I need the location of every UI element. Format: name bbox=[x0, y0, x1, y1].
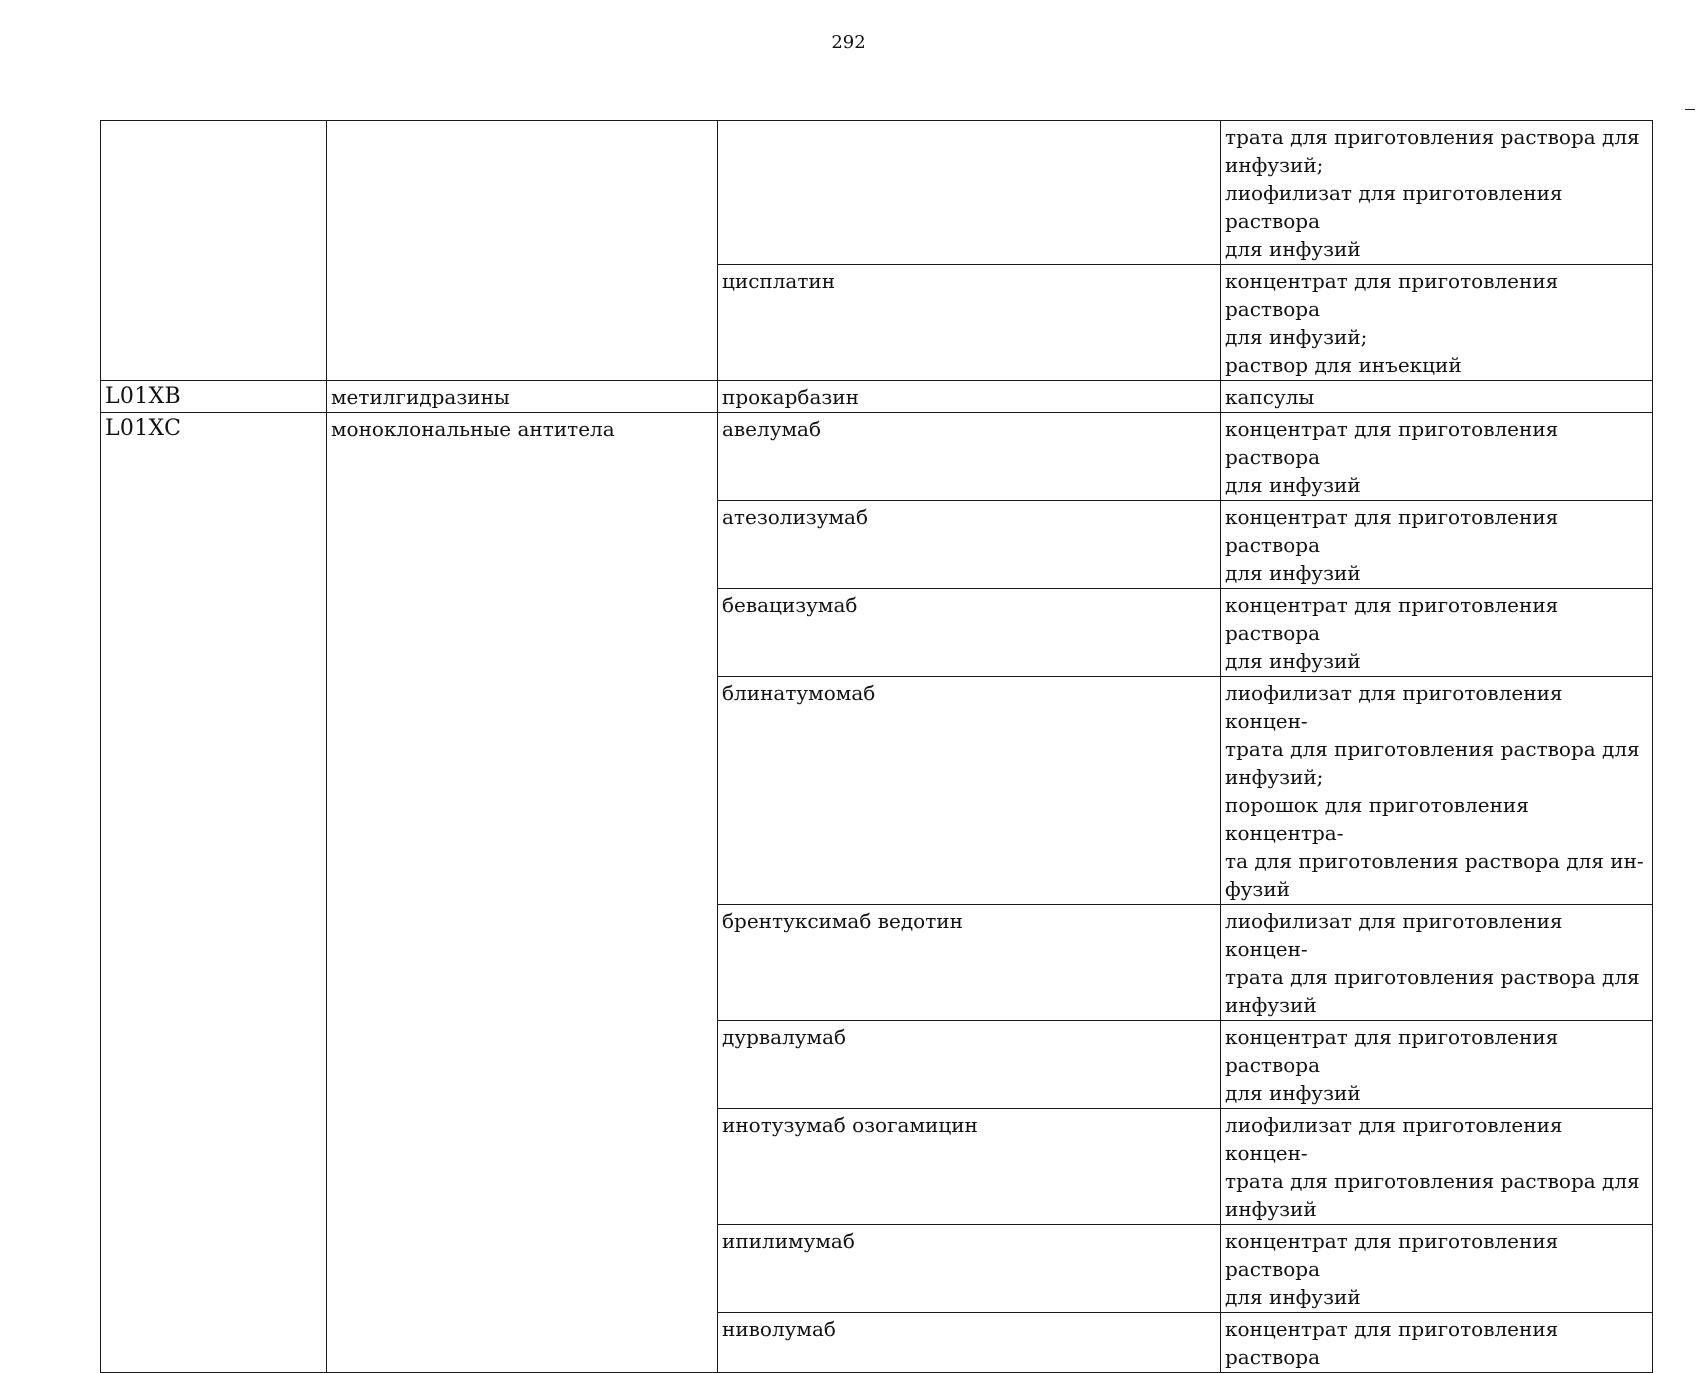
drug-table bbox=[100, 120, 1653, 1373]
drug-name-cell: прокарбазин bbox=[718, 381, 1221, 413]
dosage-form-cell: трата для приготовления раствора для инфузий; лиофилизат для приготовления раствора для инфузий bbox=[1221, 121, 1653, 265]
drug-name-cell bbox=[718, 121, 1221, 265]
drug-name-cell: ниволумаб bbox=[718, 1313, 1221, 1373]
table-row bbox=[101, 413, 1653, 501]
drug-name-cell: инотузумаб озогамицин bbox=[718, 1109, 1221, 1225]
drug-name-cell: ипилимумаб bbox=[718, 1225, 1221, 1313]
drug-name-cell: блинатумомаб bbox=[718, 677, 1221, 905]
dosage-form-cell: концентрат для приготовления раствора для инфузий bbox=[1221, 1021, 1653, 1109]
dosage-form-cell: лиофилизат для приготовления концен- трата для приготовления раствора для инфузий; порошок для приготовления концентра- та для приготовления раствора для ин- фузий bbox=[1221, 677, 1653, 905]
dosage-form-cell: капсулы bbox=[1221, 381, 1653, 413]
dosage-form-cell: лиофилизат для приготовления концен- трата для приготовления раствора для инфузий bbox=[1221, 1109, 1653, 1225]
dosage-form-cell: концентрат для приготовления раствора для инфузий bbox=[1221, 413, 1653, 501]
page-number: 292 bbox=[831, 32, 866, 53]
drug-name-cell: бевацизумаб bbox=[718, 589, 1221, 677]
atc-code-cell bbox=[101, 121, 327, 381]
drug-name-cell: атезолизумаб bbox=[718, 501, 1221, 589]
dosage-form-cell: концентрат для приготовления раствора bbox=[1221, 1313, 1653, 1373]
dosage-form-cell: концентрат для приготовления раствора для инфузий; раствор для инъекций bbox=[1221, 265, 1653, 381]
group-name-cell bbox=[327, 121, 718, 381]
drug-name-cell: дурвалумаб bbox=[718, 1021, 1221, 1109]
drug-name-cell: брентуксимаб ведотин bbox=[718, 905, 1221, 1021]
group-name-cell: метилгидразины bbox=[327, 381, 718, 413]
dosage-form-cell: концентрат для приготовления раствора для инфузий bbox=[1221, 501, 1653, 589]
table-row bbox=[101, 381, 1653, 413]
drug-name-cell: цисплатин bbox=[718, 265, 1221, 381]
atc-code-cell: L01XC bbox=[101, 413, 327, 1373]
dosage-form-cell: концентрат для приготовления раствора для инфузий bbox=[1221, 589, 1653, 677]
atc-code-cell: L01XB bbox=[101, 381, 327, 413]
table-row bbox=[101, 121, 1653, 265]
group-name-cell: моноклональные антитела bbox=[327, 413, 718, 1373]
drug-name-cell: авелумаб bbox=[718, 413, 1221, 501]
dosage-form-cell: лиофилизат для приготовления концен- трата для приготовления раствора для инфузий bbox=[1221, 905, 1653, 1021]
margin-tick-mark bbox=[1685, 109, 1695, 110]
dosage-form-cell: концентрат для приготовления раствора для инфузий bbox=[1221, 1225, 1653, 1313]
